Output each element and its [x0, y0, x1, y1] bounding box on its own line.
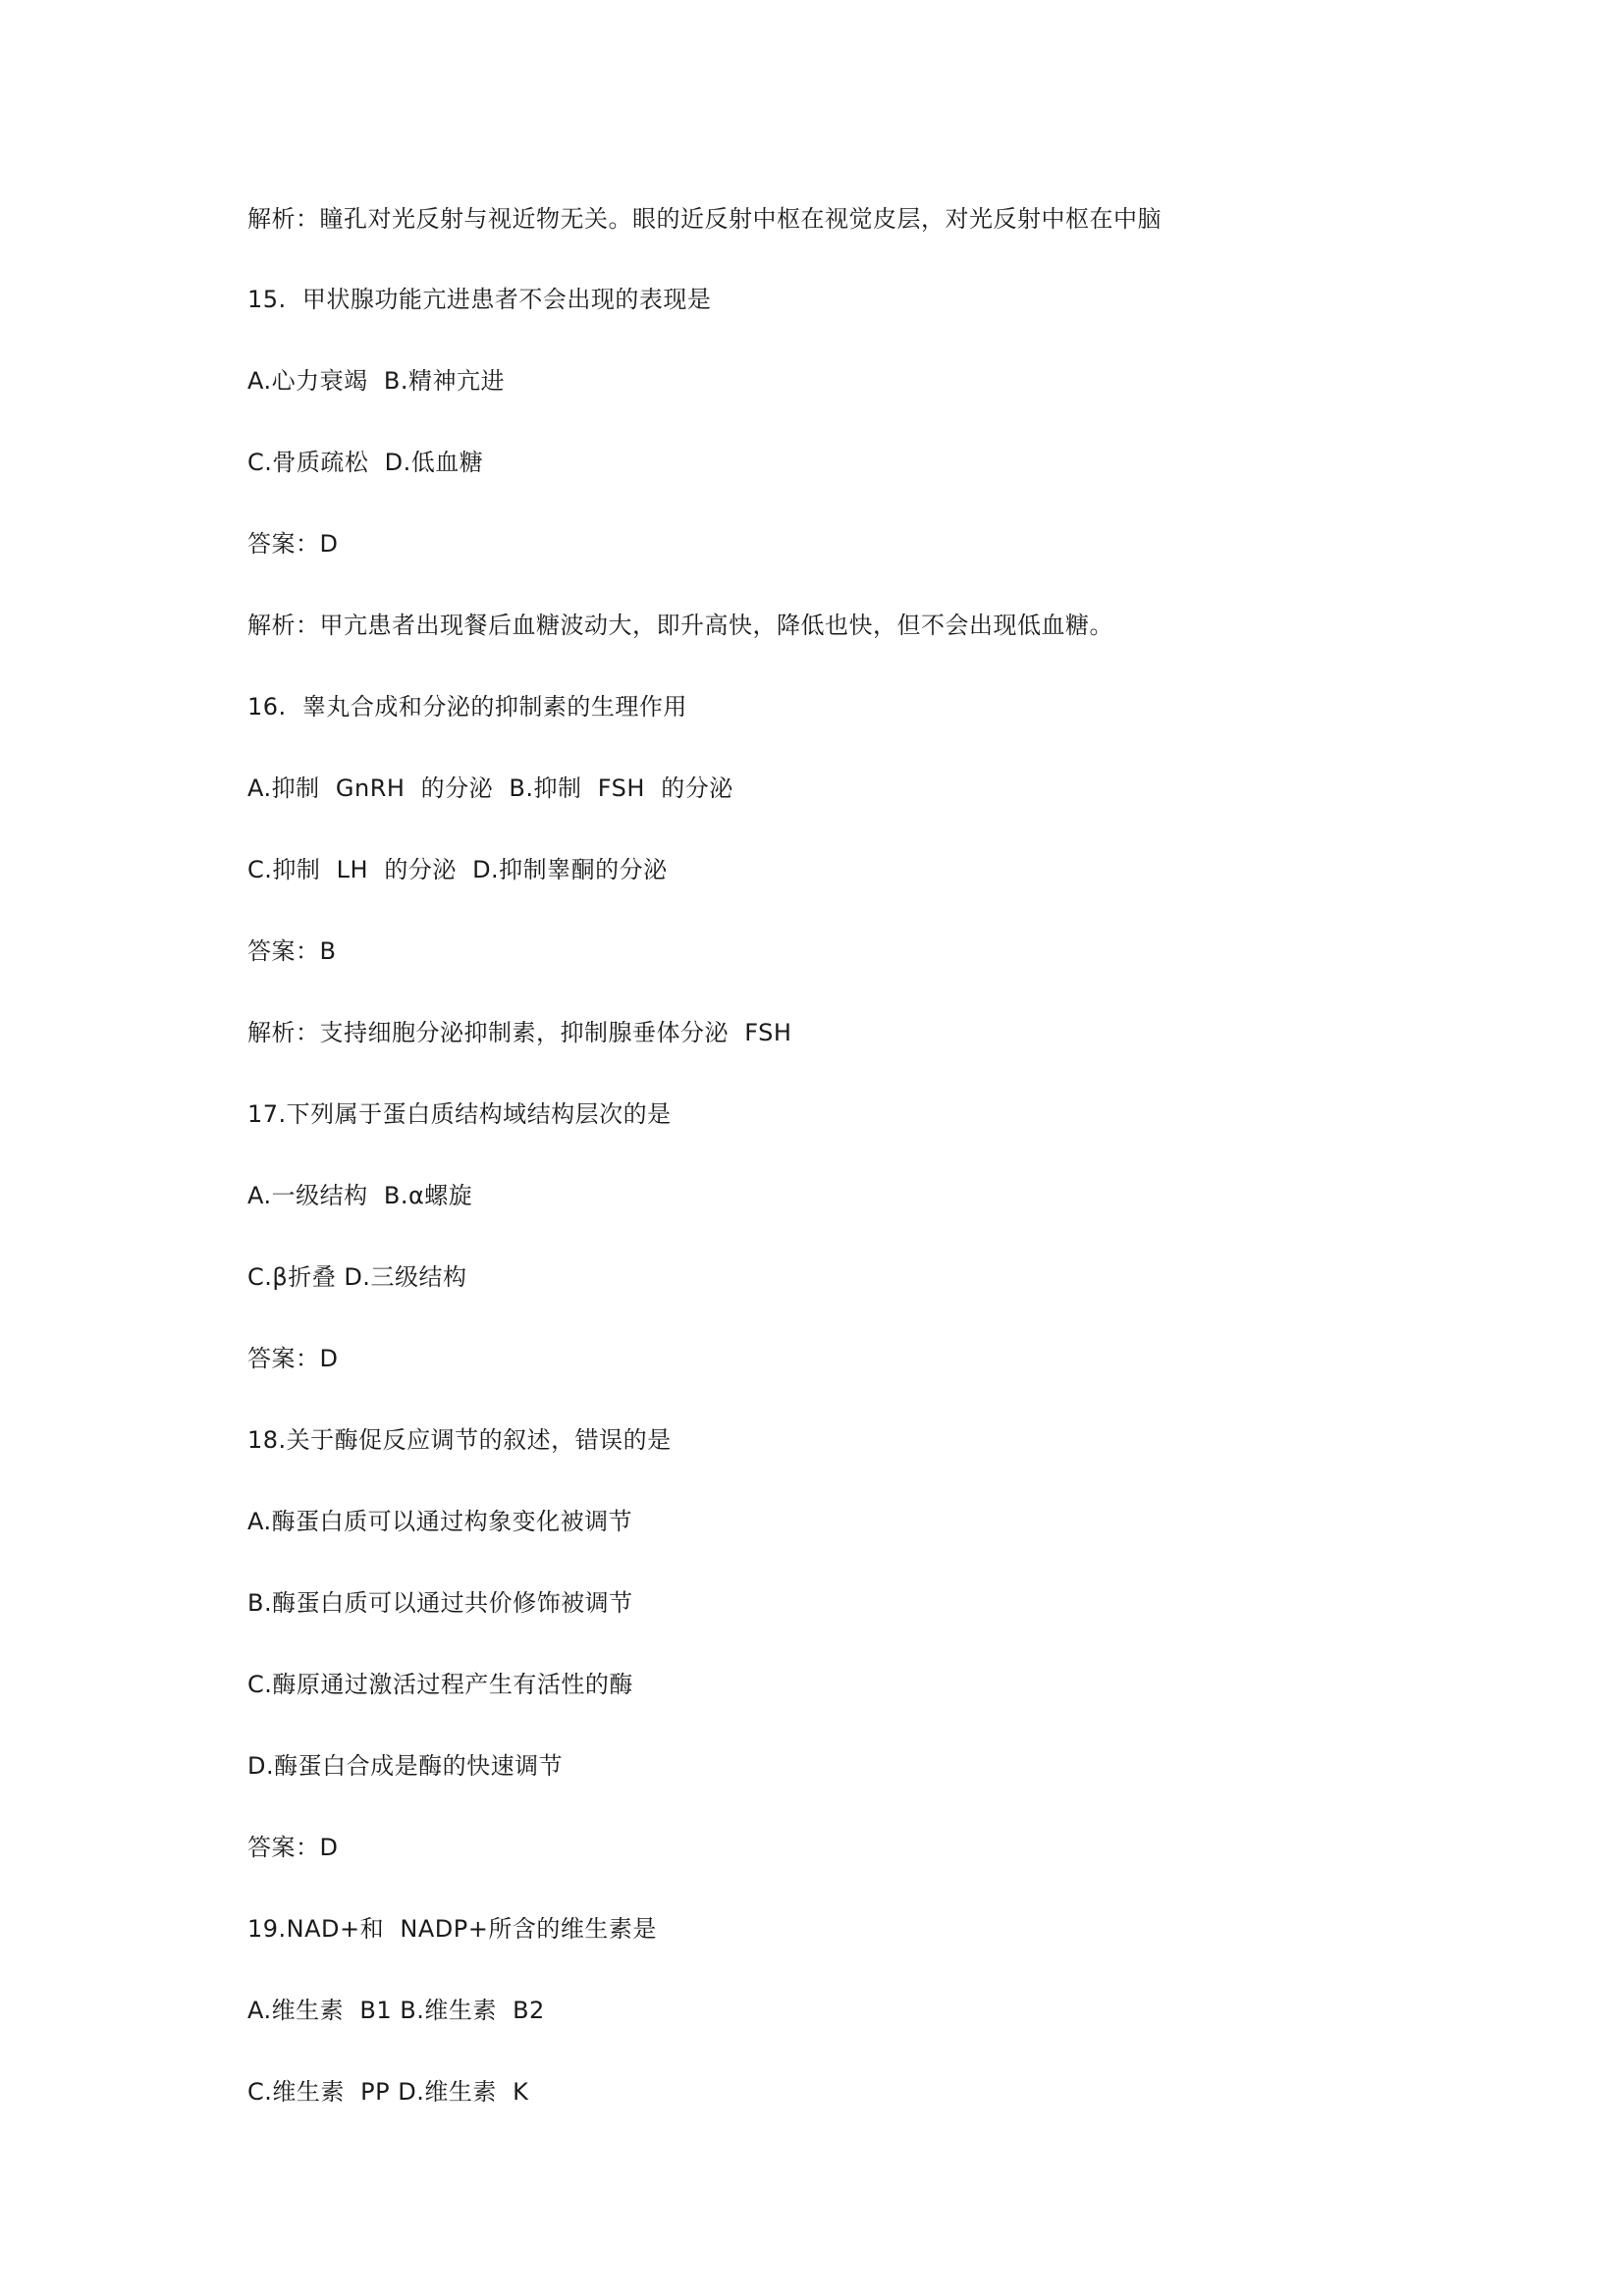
analysis-14: 解析：瞳孔对光反射与视近物无关。眼的近反射中枢在视觉皮层，对光反射中枢在中脑: [247, 205, 1162, 233]
option-18-d: D.酶蛋白合成是酶的快速调节: [247, 1752, 564, 1780]
option-18-c: C.酶原通过激活过程产生有活性的酶: [247, 1671, 633, 1698]
options-15-ab: A.心力衰竭 B.精神亢进: [247, 367, 505, 395]
answer-16: 答案：B: [247, 937, 337, 965]
question-18: 18.关于酶促反应调节的叙述，错误的是: [247, 1426, 672, 1454]
answer-15: 答案：D: [247, 530, 339, 558]
options-16-ab: A.抑制 GnRH 的分泌 B.抑制 FSH 的分泌: [247, 774, 733, 802]
options-19-cd: C.维生素 PP D.维生素 K: [247, 2078, 529, 2106]
question-16: 16. 睾丸合成和分泌的抑制素的生理作用: [247, 693, 687, 721]
analysis-16: 解析：支持细胞分泌抑制素，抑制腺垂体分泌 FSH: [247, 1019, 792, 1046]
options-17-cd: C.β折叠 D.三级结构: [247, 1263, 467, 1291]
question-15: 15. 甲状腺功能亢进患者不会出现的表现是: [247, 286, 712, 313]
analysis-15: 解析：甲亢患者出现餐后血糖波动大，即升高快，降低也快，但不会出现低血糖。: [247, 612, 1113, 639]
option-18-a: A.酶蛋白质可以通过构象变化被调节: [247, 1508, 633, 1535]
question-17: 17.下列属于蛋白质结构域结构层次的是: [247, 1100, 672, 1128]
answer-18: 答案：D: [247, 1834, 339, 1861]
options-16-cd: C.抑制 LH 的分泌 D.抑制睾酮的分泌: [247, 856, 668, 883]
options-17-ab: A.一级结构 B.α螺旋: [247, 1182, 473, 1209]
option-18-b: B.酶蛋白质可以通过共价修饰被调节: [247, 1589, 633, 1617]
answer-17: 答案：D: [247, 1345, 339, 1372]
question-19: 19.NAD+和 NADP+所含的维生素是: [247, 1915, 657, 1943]
options-19-ab: A.维生素 B1 B.维生素 B2: [247, 1997, 545, 2024]
options-15-cd: C.骨质疏松 D.低血糖: [247, 449, 484, 476]
